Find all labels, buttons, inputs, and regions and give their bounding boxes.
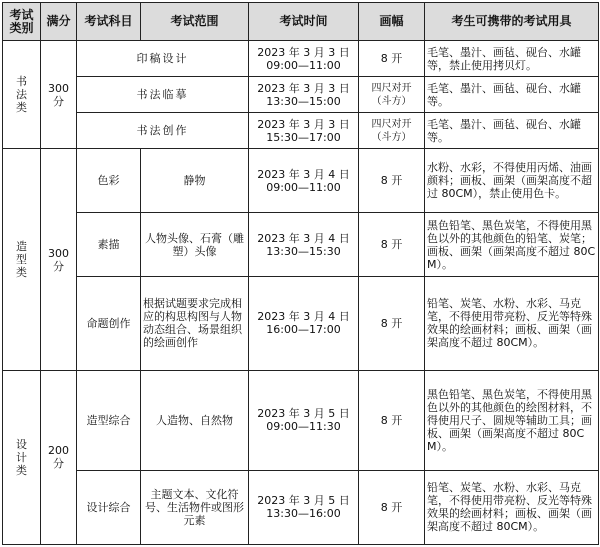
header-time: 考试时间 [249, 3, 359, 41]
time-cell: 2023 年 3 月 5 日 13:30—16:00 [249, 470, 359, 544]
header-tools: 考生可携带的考试用具 [425, 3, 599, 41]
subject-cell: 素描 [77, 213, 141, 277]
scope-cell: 静物 [141, 149, 249, 213]
time-cell: 2023 年 3 月 3 日 15:30—17:00 [249, 113, 359, 149]
category-design: 设 计 类 [3, 370, 41, 544]
table-row [3, 213, 599, 277]
time-cell: 2023 年 3 月 4 日 13:30—15:30 [249, 213, 359, 277]
size-cell: 8 开 [359, 41, 425, 77]
size-cell: 8 开 [359, 370, 425, 470]
tools-cell: 铅笔、炭笔、水粉、水彩、马克笔，不得使用带亮粉、反光等特殊效果的绘画材料；画板、画架（画架高度不超过 80CM）。 [425, 470, 599, 544]
time-cell: 2023 年 3 月 5 日 09:00—11:30 [249, 370, 359, 470]
time-cell: 2023 年 3 月 4 日 09:00—11:00 [249, 149, 359, 213]
subject-cell: 印稿设计 [77, 41, 249, 77]
tools-cell: 毛笔、墨汁、画毡、砚台、水罐等。 [425, 113, 599, 149]
score-design: 200 分 [41, 370, 77, 544]
header-scope: 考试范围 [141, 3, 249, 41]
header-subject: 考试科目 [77, 3, 141, 41]
tools-cell: 铅笔、炭笔、水粉、水彩、马克笔，不得使用带亮粉、反光等特殊效果的绘画材料；画板、画架（画架高度不超过 80CM）。 [425, 277, 599, 371]
size-cell: 8 开 [359, 149, 425, 213]
tools-cell: 水粉、水彩，不得使用丙烯、油画颜料；画板、画架（画架高度不超过 80CM），禁止使用色卡。 [425, 149, 599, 213]
tools-cell: 毛笔、墨汁、画毡、砚台、水罐等。 [425, 77, 599, 113]
table-row [3, 77, 599, 113]
subject-cell: 造型综合 [77, 370, 141, 470]
size-cell: 8 开 [359, 213, 425, 277]
scope-cell: 人造物、自然物 [141, 370, 249, 470]
time-cell: 2023 年 3 月 4 日 16:00—17:00 [249, 277, 359, 371]
time-cell: 2023 年 3 月 3 日 13:30—15:00 [249, 77, 359, 113]
tools-cell: 黑色铅笔、黑色炭笔，不得使用黑色以外的其他颜色的绘图材料，不得使用尺子、圆规等辅助工具；画板、画架（画架高度不超过 80CM）。 [425, 370, 599, 470]
scope-cell: 根据试题要求完成相应的构思构图与人物动态组合、场景组织的绘画创作 [141, 277, 249, 371]
table-row [3, 149, 599, 213]
scope-cell: 人物头像、石膏（雕塑）头像 [141, 213, 249, 277]
table-row [3, 370, 599, 470]
category-calligraphy: 书 法 类 [3, 41, 41, 149]
size-cell: 8 开 [359, 277, 425, 371]
header-score: 满分 [41, 3, 77, 41]
table-row [3, 277, 599, 371]
table-row [3, 113, 599, 149]
subject-cell: 色彩 [77, 149, 141, 213]
table-row [3, 41, 599, 77]
exam-schedule-table [2, 2, 599, 545]
header-row [3, 3, 599, 41]
subject-cell: 命题创作 [77, 277, 141, 371]
score-calligraphy: 300 分 [41, 41, 77, 149]
header-size: 画幅 [359, 3, 425, 41]
tools-cell: 黑色铅笔、黑色炭笔，不得使用黑色以外的其他颜色的铅笔、炭笔；画板、画架（画架高度不超过 80CM）。 [425, 213, 599, 277]
size-cell: 四尺对开 （斗方） [359, 77, 425, 113]
category-modeling: 造 型 类 [3, 149, 41, 370]
scope-cell: 主题文本、文化符号、生活物件或图形元素 [141, 470, 249, 544]
table-row [3, 470, 599, 544]
subject-cell: 书法临摹 [77, 77, 249, 113]
subject-cell: 设计综合 [77, 470, 141, 544]
score-modeling: 300 分 [41, 149, 77, 370]
time-cell: 2023 年 3 月 3 日 09:00—11:00 [249, 41, 359, 77]
size-cell: 8 开 [359, 470, 425, 544]
tools-cell: 毛笔、墨汁、画毡、砚台、水罐等，禁止使用拷贝灯。 [425, 41, 599, 77]
subject-cell: 书法创作 [77, 113, 249, 149]
size-cell: 四尺对开 （斗方） [359, 113, 425, 149]
header-category: 考试 类别 [3, 3, 41, 41]
